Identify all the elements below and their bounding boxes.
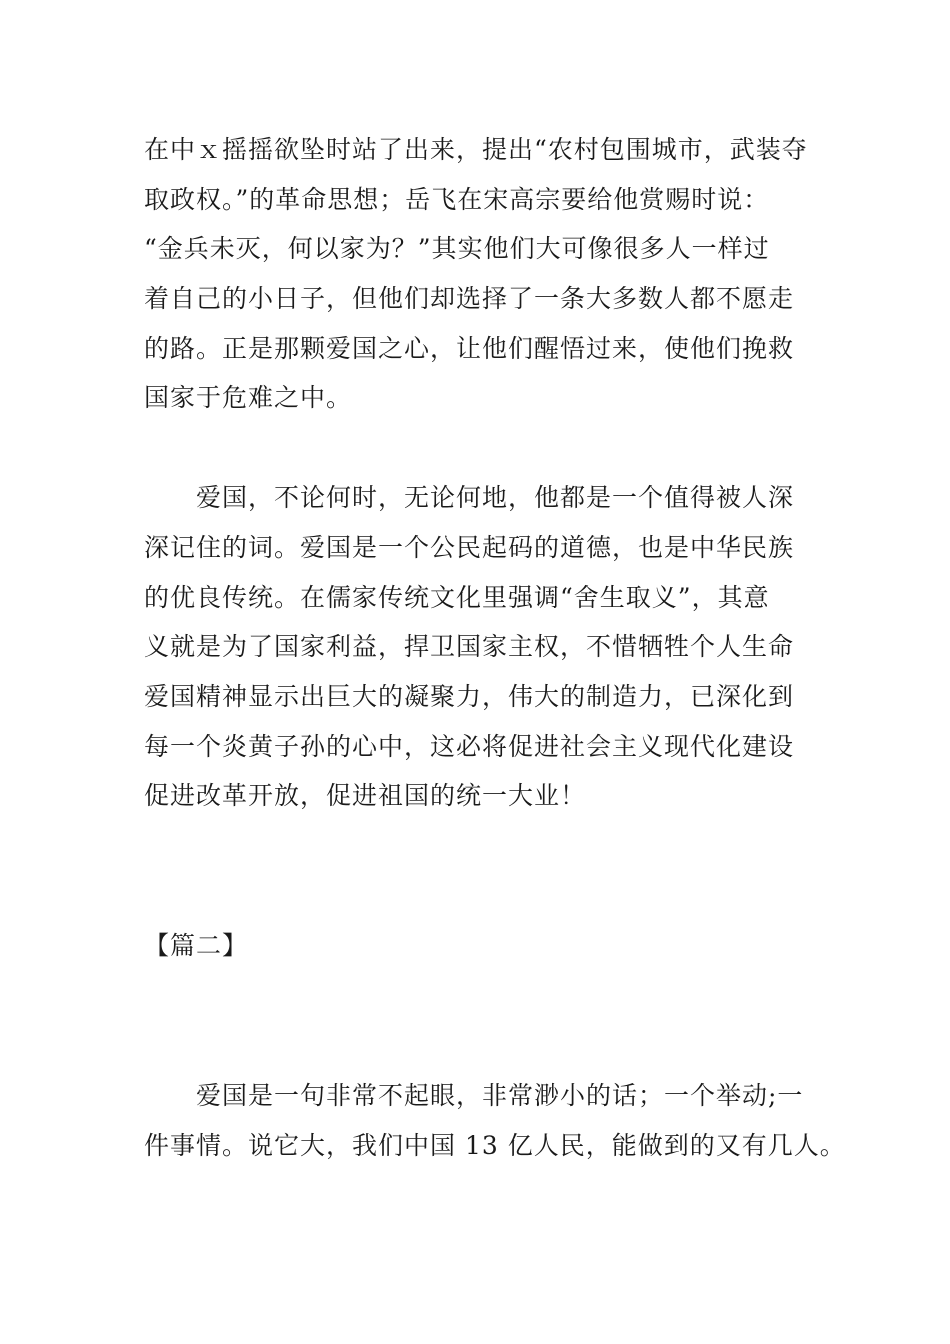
paragraph-1-line-6: 国家于危难之中。 — [144, 383, 353, 412]
paragraph-2-line-7: 促进改革开放，促进祖国的统一大业！ — [144, 781, 587, 810]
paragraph-1-line-4: 着自己的小日子，但他们却选择了一条大多数人都不愿走 — [144, 284, 795, 313]
paragraph-2-line-2: 深记住的词。爱国是一个公民起码的道德，也是中华民族 — [144, 533, 795, 562]
paragraph-2-line-6: 每一个炎黄子孙的心中，这必将促进社会主义现代化建设 — [144, 732, 795, 761]
section-heading: 【篇二】 — [144, 931, 249, 960]
paragraph-1-line-5: 的路。正是那颗爱国之心，让他们醒悟过来，使他们挽救 — [144, 334, 795, 363]
paragraph-2-line-1: 爱国，不论何时，无论何地，他都是一个值得被人深 — [196, 483, 795, 512]
paragraph-2-line-3: 的优良传统。在儒家传统文化里强调“舍生取义”，其意 — [144, 583, 770, 612]
paragraph-3-line-2: 件事情。说它大，我们中国 13 亿人民，能做到的又有几人。 — [144, 1131, 846, 1160]
paragraph-2-line-4: 义就是为了国家利益，捍卫国家主权，不惜牺牲个人生命 — [144, 632, 795, 661]
paragraph-1-line-3: “金兵未灭，何以家为？”其实他们大可像很多人一样过 — [144, 234, 770, 263]
paragraph-2-line-5: 爱国精神显示出巨大的凝聚力，伟大的制造力，已深化到 — [144, 682, 795, 711]
paragraph-1-line-2: 取政权。”的革命思想；岳飞在宋高宗要给他赏赐时说： — [144, 185, 770, 214]
paragraph-1-line-1: 在中ｘ摇摇欲坠时站了出来，提出“农村包围城市，武装夺 — [144, 135, 808, 164]
paragraph-3-line-1: 爱国是一句非常不起眼，非常渺小的话；一个举动;一 — [196, 1081, 804, 1110]
